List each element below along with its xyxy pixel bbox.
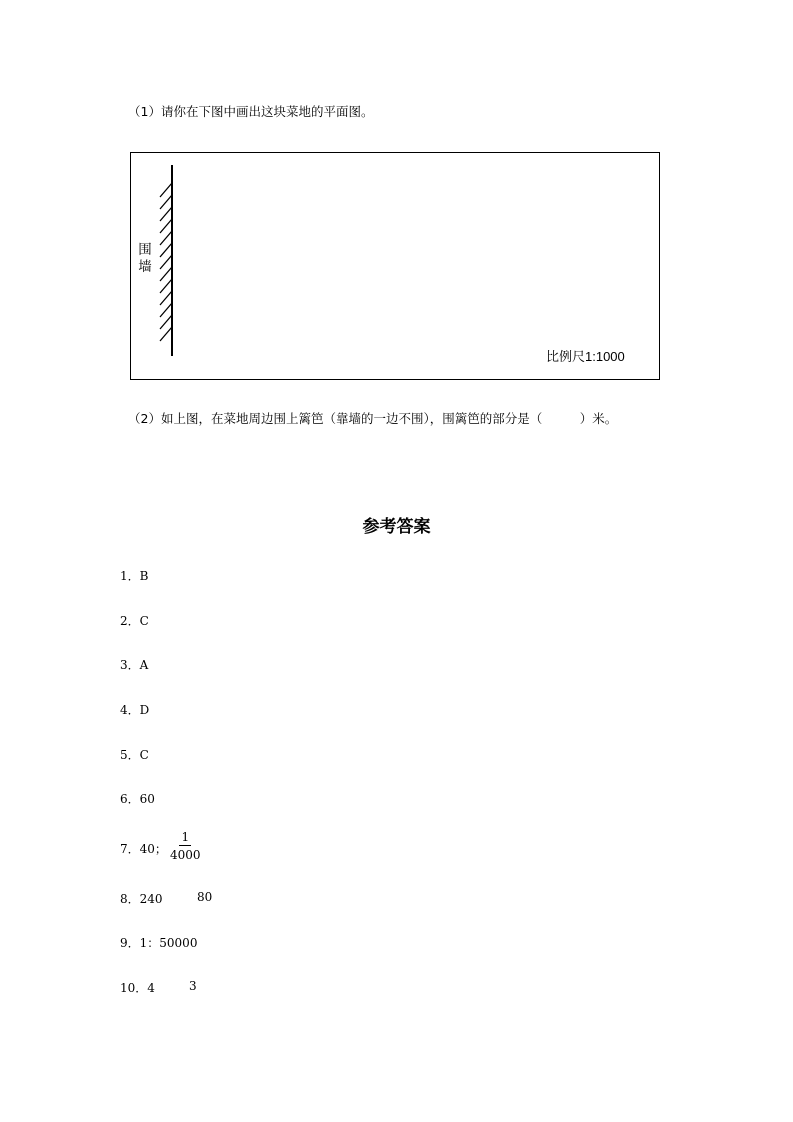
- answer-value: C: [139, 614, 149, 628]
- answer-item: [120, 746, 149, 763]
- answer-number: 5．: [120, 748, 140, 762]
- question-1-text: （1）请你在下图中画出这块菜地的平面图。: [128, 104, 374, 119]
- answer-item: [120, 840, 167, 857]
- answer-item: [120, 890, 163, 907]
- wall-hatching-icon: [155, 165, 177, 357]
- wall-label: 围墙: [138, 242, 152, 275]
- answer-second-value: 3: [189, 979, 197, 993]
- answer-item: [120, 979, 155, 996]
- answer-value: B: [139, 569, 149, 583]
- scale-label: 比例尺1:1000: [546, 349, 625, 364]
- answer-item: [120, 656, 148, 673]
- answer-number: 4．: [120, 703, 140, 717]
- answer-number: 3．: [120, 658, 140, 672]
- answer-value: 60: [139, 792, 155, 806]
- question-2-text: （2）如上图，在菜地周边围上篱笆（靠墙的一边不围），围篱笆的部分是（ ）米。: [128, 411, 618, 426]
- answer-value: 40；: [139, 842, 167, 856]
- answer-item: [120, 701, 149, 718]
- answer-item: [120, 612, 149, 629]
- fraction-numerator: 1: [181, 830, 190, 844]
- fraction-denominator: 4000: [170, 848, 201, 862]
- answer-number: 9．: [120, 936, 140, 950]
- answer-value: 240: [139, 892, 163, 906]
- answer-number: 1．: [120, 569, 140, 583]
- answer-fraction: [170, 830, 201, 862]
- answer-value: 4: [147, 981, 155, 995]
- answer-number: 10．: [120, 981, 148, 995]
- answer-item: [120, 790, 155, 807]
- answer-value: D: [139, 703, 150, 717]
- answer-number: 8．: [120, 892, 140, 906]
- answer-value: C: [139, 748, 149, 762]
- answers-title: 参考答案: [362, 517, 431, 537]
- answer-value: A: [139, 658, 149, 672]
- answer-second-value: 80: [197, 890, 213, 904]
- answer-number: 6．: [120, 792, 140, 806]
- answer-item: [120, 567, 148, 584]
- answer-number: 2．: [120, 614, 140, 628]
- answer-item: [120, 934, 197, 951]
- answer-value: 1：50000: [139, 936, 198, 950]
- answer-number: 7．: [120, 842, 140, 856]
